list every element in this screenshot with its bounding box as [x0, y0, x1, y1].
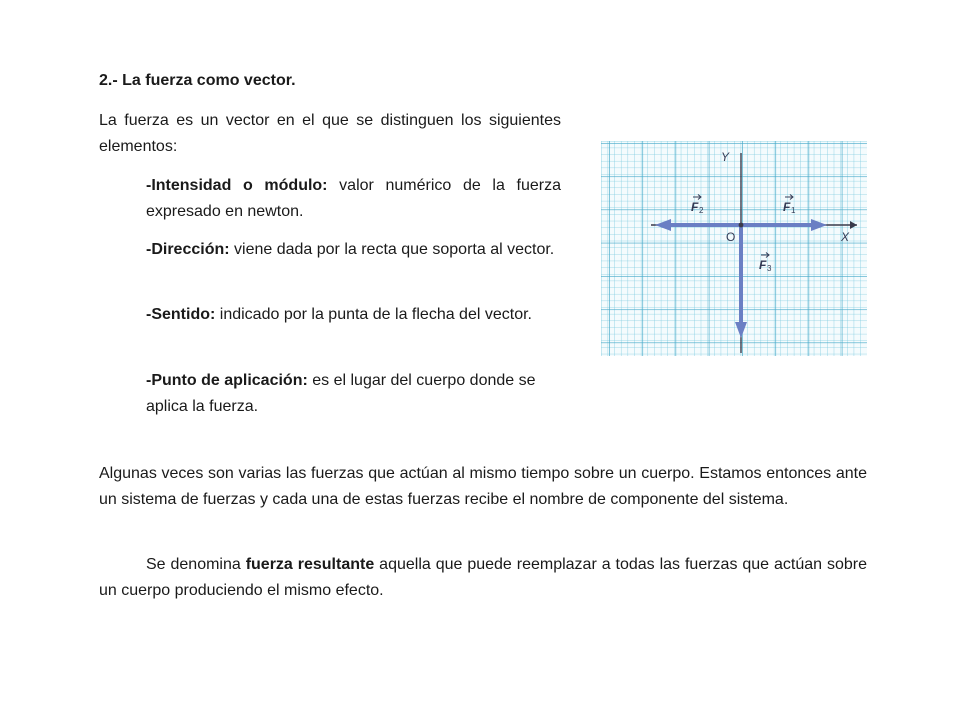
section-title: 2.- La fuerza como vector. — [99, 72, 296, 89]
definition-application-point: es el lugar del cuerpo donde se aplica la fuerza. — [146, 372, 536, 415]
svg-text:3: 3 — [767, 264, 772, 273]
svg-text:1: 1 — [791, 206, 796, 215]
definition-sense: indicado por la punta de la flecha del vector. — [215, 306, 532, 323]
term-application-point: -Punto de aplicación: — [146, 372, 308, 389]
components-paragraph: Algunas veces son varias las fuerzas que actúan al mismo tiempo sobre un cuerpo. Estamos entonces ante un sistema de fuerzas y cada una de estas fuerzas recibe el nombre de componente del sistema. — [99, 465, 867, 508]
element-sense — [146, 302, 561, 328]
definition-intensity: valor numérico de la fuerza expresado en newton. — [146, 177, 561, 220]
resultant-term: fuerza resultante — [245, 556, 375, 573]
svg-text:F: F — [759, 258, 767, 272]
vector-diagram — [601, 141, 867, 356]
y-axis-label: Y — [721, 150, 730, 164]
resultant-text-after: aquella que puede reemplazar a todas las fuerzas que actúan sobre un cuerpo produciendo el mismo efecto. — [99, 556, 867, 599]
term-intensity: -Intensidad o módulo: — [146, 177, 328, 194]
grid-major — [601, 141, 867, 356]
resultant-paragraph — [99, 552, 867, 604]
origin-point — [739, 223, 744, 228]
origin-label: O — [726, 230, 736, 244]
term-direction: -Dirección: — [146, 241, 230, 258]
term-sense: -Sentido: — [146, 306, 216, 323]
element-direction — [146, 237, 561, 263]
svg-text:F: F — [783, 200, 791, 214]
definition-direction: viene dada por la recta que soporta al vector. — [229, 241, 555, 258]
resultant-text-before: Se denomina — [146, 556, 246, 573]
element-intensity — [146, 173, 561, 225]
svg-text:2: 2 — [699, 206, 704, 215]
element-application-point — [146, 368, 566, 420]
svg-text:F: F — [691, 200, 699, 214]
x-axis-label: X — [841, 230, 850, 244]
intro-paragraph: La fuerza es un vector en el que se distinguen los siguientes elementos: — [99, 112, 561, 155]
